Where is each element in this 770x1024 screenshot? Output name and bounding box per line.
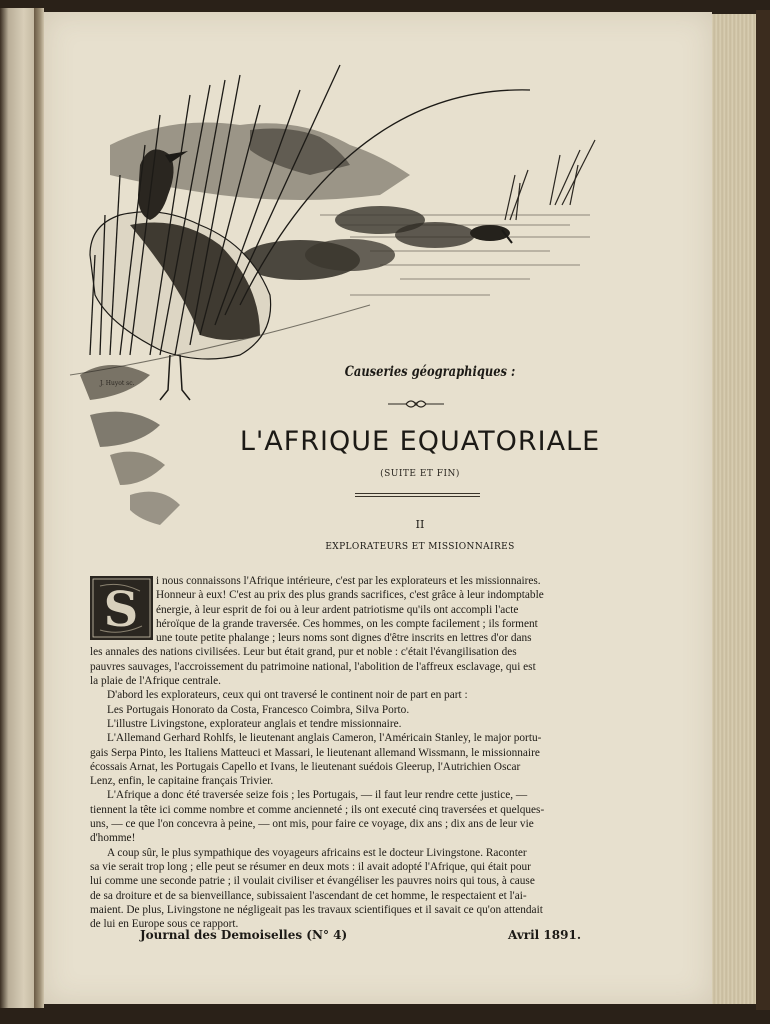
page-stack-edges bbox=[710, 14, 757, 1004]
body-line: pauvres sauvages, l'accroissement du patrimoine national, l'abolition de l'affreux esclavage, qui est bbox=[90, 660, 536, 673]
dropcap-letter: S bbox=[103, 582, 139, 638]
body-line: écossais Arnat, les Portugais Capello et Ivans, le lieutenant suédois Gleerup, l'Autrichien Oscar bbox=[90, 760, 521, 773]
section-number: II bbox=[415, 518, 425, 531]
body-line: la plaie de l'Afrique centrale. bbox=[90, 675, 221, 688]
journal-name: Journal des Demoiselles (N° 4) bbox=[140, 928, 348, 942]
body-line: L'illustre Livingstone, explorateur anglais et tendre missionnaire. bbox=[107, 717, 402, 730]
body-line: sa vie serait trop long ; elle peut se résumer en deux mots : il avait adopté l'Afrique, qui était pour bbox=[90, 860, 531, 873]
book-spine bbox=[34, 8, 44, 1008]
body-line: une toute petite phalange ; leurs noms sont dignes d'être inscrits en lettres d'or dans bbox=[156, 632, 532, 645]
body-line: tiennent la tête ici comme nombre et comme ancienneté ; ils ont executé cinq traversées et quelques- bbox=[90, 803, 545, 816]
body-line: A coup sûr, le plus sympathique des voyageurs africains est le docteur Livingstone. Raconter bbox=[107, 846, 527, 859]
body-line: lui comme une seconde patrie ; il voulait civiliser et évangéliser les pauvres noirs qui tous, à cause bbox=[90, 875, 535, 888]
body-line: Les Portugais Honorato da Costa, Francesco Coimbra, Silva Porto. bbox=[107, 703, 410, 716]
body-line: de sa droiture et de sa bienveillance, subissaient l'ascendant de cet homme, le respectaient et l'ai- bbox=[90, 889, 527, 902]
section-title: EXPLORATEURS ET MISSIONNAIRES bbox=[325, 542, 515, 552]
body-line: d'homme! bbox=[90, 832, 136, 845]
ducks-engraving-illustration bbox=[50, 55, 620, 555]
previous-page-edge bbox=[0, 8, 34, 1008]
title-rule bbox=[355, 493, 480, 497]
issue-date: Avril 1891. bbox=[508, 928, 581, 942]
article-title: L'AFRIQUE EQUATORIALE bbox=[239, 426, 601, 457]
ornament-divider bbox=[386, 397, 446, 411]
body-line: héroïque de la grande traversée. Ces hommes, on les compte facilement ; ils forment bbox=[156, 617, 538, 630]
article-subtitle: (SUITE ET FIN) bbox=[380, 469, 460, 479]
body-line: énergie, à leur esprit de foi ou à leur ardent patriotisme qu'ils ont accompli l'acte bbox=[156, 603, 519, 616]
body-line: Honneur à eux! C'est au prix des plus grands sacrifices, c'est grâce à leur indomptable bbox=[156, 589, 544, 602]
body-line: maient. De plus, Livingstone ne négligeait pas les travaux scientifiques et il savait ce qu'on attendait bbox=[90, 903, 543, 916]
body-line: uns, — ce que l'on concevra à peine, — ont mis, pour faire ce voyage, dix ans ; dix ans de leur vie bbox=[90, 818, 534, 831]
body-line: de lui en Europe sous ce rapport. bbox=[90, 918, 239, 931]
body-line: D'abord les explorateurs, ceux qui ont traversé le continent noir de part en part : bbox=[107, 689, 468, 702]
article-body bbox=[90, 574, 632, 931]
body-line: les annales des nations civilisées. Leur but était grand, pur et noble : c'était l'évangilisation des bbox=[90, 646, 517, 659]
body-line: Lenz, enfin, le capitaine français Trivier. bbox=[90, 775, 274, 788]
body-line: L'Allemand Gerhard Rohlfs, le lieutenant anglais Cameron, l'Américain Stanley, le major portu- bbox=[107, 732, 542, 745]
body-line: i nous connaissons l'Afrique intérieure, c'est par les explorateurs et les missionnaires. bbox=[156, 575, 541, 587]
book-cover-edge bbox=[756, 10, 770, 1010]
section-heading: Causeries géographiques : bbox=[344, 364, 516, 380]
body-line: L'Afrique a donc été traversée seize fois ; les Portugais, — il faut leur rendre cette justice, — bbox=[107, 789, 528, 802]
body-line: gais Serpa Pinto, les Italiens Matteuci et Massari, le lieutenant allemand Wissmann, le missionnaire bbox=[90, 746, 540, 759]
engraver-signature: J. Huyot sc. bbox=[100, 380, 135, 387]
